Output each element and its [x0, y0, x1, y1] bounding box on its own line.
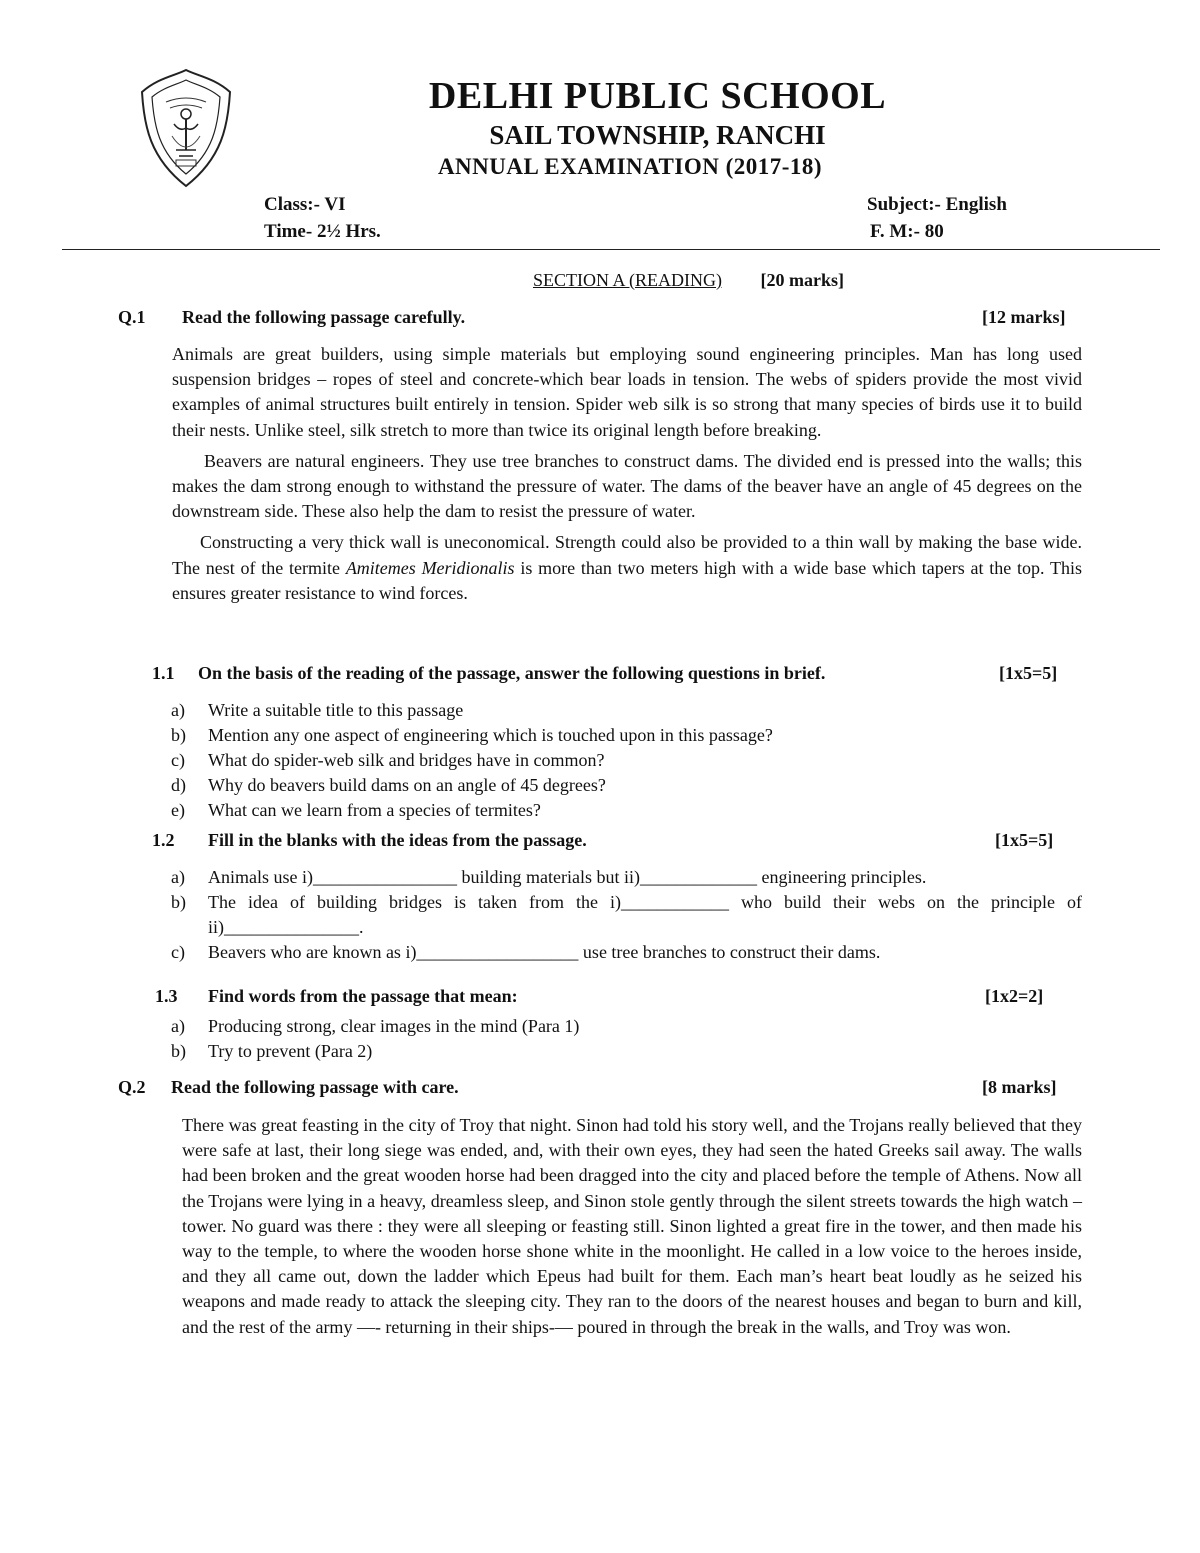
item-label: c) — [171, 750, 185, 770]
q1-instruction: Read the following passage carefully. — [182, 307, 466, 327]
header-divider — [62, 249, 1160, 250]
q1-2-c-label: c) — [171, 942, 185, 962]
item-label: a) — [171, 700, 185, 720]
q2-passage — [182, 1113, 1082, 1346]
school-campus: SAIL TOWNSHIP, RANCHI — [489, 120, 826, 150]
q1-paragraph-1: Animals are great builders, using simple materials but employing sound engineering principles. Man has long used suspension bridges – ropes of steel and concrete-which bear loads in tension. The webs of spiders provide the most vivid examples of animal structures built entirely in tension. Spider web silk is so strong that many species of birds use it to build their nests. Unlike steel, silk stretch to more than twice its original length before breaking. — [172, 344, 1082, 440]
q1-2-number: 1.2 — [152, 830, 175, 850]
q1-2-b-text: The idea of building bridges is taken from the i)____________ who build their webs on the principle of ii)_______________. — [208, 892, 1082, 937]
q1-passage — [172, 342, 1082, 612]
item-text: Mention any one aspect of engineering which is touched upon in this passage? — [208, 725, 773, 745]
list-item — [171, 773, 1071, 798]
list-item — [171, 1014, 1071, 1039]
full-marks-label: F. M:- 80 — [870, 221, 944, 242]
q1-1-marks: [1x5=5] — [999, 663, 1058, 683]
item-text: Try to prevent (Para 2) — [208, 1041, 373, 1061]
q1-2-instruction: Fill in the blanks with the ideas from the passage. — [208, 830, 587, 850]
q1-marks: [12 marks] — [982, 307, 1066, 327]
q1-3-number: 1.3 — [155, 986, 178, 1006]
list-item — [171, 748, 1071, 773]
q1-1-instruction: On the basis of the reading of the passage, answer the following questions in brief. — [198, 663, 826, 683]
q1-2-c-text: Beavers who are known as i)__________________ use tree branches to construct their dams. — [208, 942, 881, 962]
item-label: a) — [171, 1016, 185, 1036]
q2-instruction: Read the following passage with care. — [171, 1077, 459, 1097]
item-text: What can we learn from a species of termites? — [208, 800, 541, 820]
item-label: d) — [171, 775, 186, 795]
q1-3-marks: [1x2=2] — [985, 986, 1044, 1006]
termite-species-name: Amitemes Meridionalis — [345, 557, 515, 578]
q2-number: Q.2 — [118, 1077, 146, 1097]
section-heading — [533, 270, 844, 291]
q1-1-question-list — [171, 698, 1071, 823]
q2-paragraph: There was great feasting in the city of Troy that night. Sinon had told his story well, and the Trojans really believed that they were safe at last, their long siege was ended, and, with their own eyes, they had seen the hated Greeks sail away. The walls had been broken and the great wooden horse had been dragged into the city and placed before the temple of Athens. Now all the Trojans were lying in a heavy, dreamless sleep, and Sinon stole gently through the silent streets towards the high watch – tower. No guard was there : they were all sleeping or feasting still. Sinon lighted a great fire in the tower, and then made his way to the temple, to where the wooden horse shone white in the moonlight. He called in a low voice to the heroes inside, and they all came out, down the ladder which Epeus had built for them. Each man’s heart beat loudly as he seized his weapons and made ready to attack the sleeping city. They ran to the doors of the nearest houses and began to burn and kill, and the rest of the army —- returning in their ships-— poured in through the break in the walls, and Troy was won. — [182, 1115, 1082, 1337]
list-item — [171, 1039, 1071, 1064]
subject-label: Subject:- English — [867, 194, 1007, 215]
q1-2-a-label: a) — [171, 867, 185, 887]
q2-marks: [8 marks] — [982, 1077, 1057, 1097]
q1-3-question-list — [171, 1014, 1071, 1064]
time-label: Time- 2½ Hrs. — [264, 221, 381, 242]
section-marks: [20 marks] — [760, 270, 844, 290]
q1-2-b-label: b) — [171, 892, 186, 912]
item-label: b) — [171, 1041, 186, 1061]
q1-paragraph-2: Beavers are natural engineers. They use tree branches to construct dams. The divided end is pressed into the walls; this makes the dam strong enough to withstand the pressure of water. The dams of the beaver have an angle of 45 degrees on the downstream side. These also help the dam to resist the pressure of water. — [172, 450, 1082, 522]
q1-paragraph-3-end: is more than two meters high with a wide base which tapers at the top. This ensures greater resistance to wind forces. — [172, 557, 1082, 603]
list-item — [171, 698, 1071, 723]
q1-paragraph-3-start: Constructing a very thick wall is uneconomical. Strength could also be provided to a thin wall by making the base wide. The nest of the termite — [172, 532, 1082, 578]
q1-2-marks: [1x5=5] — [995, 830, 1054, 850]
class-label: Class:- VI — [264, 194, 346, 215]
q1-2-a-text: Animals use i)________________ building materials but ii)_____________ engineering principles. — [208, 867, 927, 887]
q1-number: Q.1 — [118, 307, 146, 327]
list-item — [171, 798, 1071, 823]
item-text: Why do beavers build dams on an angle of 45 degrees? — [208, 775, 606, 795]
item-label: b) — [171, 725, 186, 745]
item-text: Write a suitable title to this passage — [208, 700, 464, 720]
item-label: e) — [171, 800, 185, 820]
item-text: Producing strong, clear images in the mind (Para 1) — [208, 1016, 580, 1036]
q1-paragraph-3 — [172, 530, 1082, 606]
school-name: DELHI PUBLIC SCHOOL — [428, 75, 887, 117]
exam-title: ANNUAL EXAMINATION (2017-18) — [437, 154, 823, 179]
item-text: What do spider-web silk and bridges have in common? — [208, 750, 605, 770]
section-title: SECTION A (READING) — [533, 270, 722, 290]
list-item — [171, 723, 1071, 748]
q1-3-instruction: Find words from the passage that mean: — [208, 986, 518, 1006]
q1-1-number: 1.1 — [152, 663, 175, 683]
